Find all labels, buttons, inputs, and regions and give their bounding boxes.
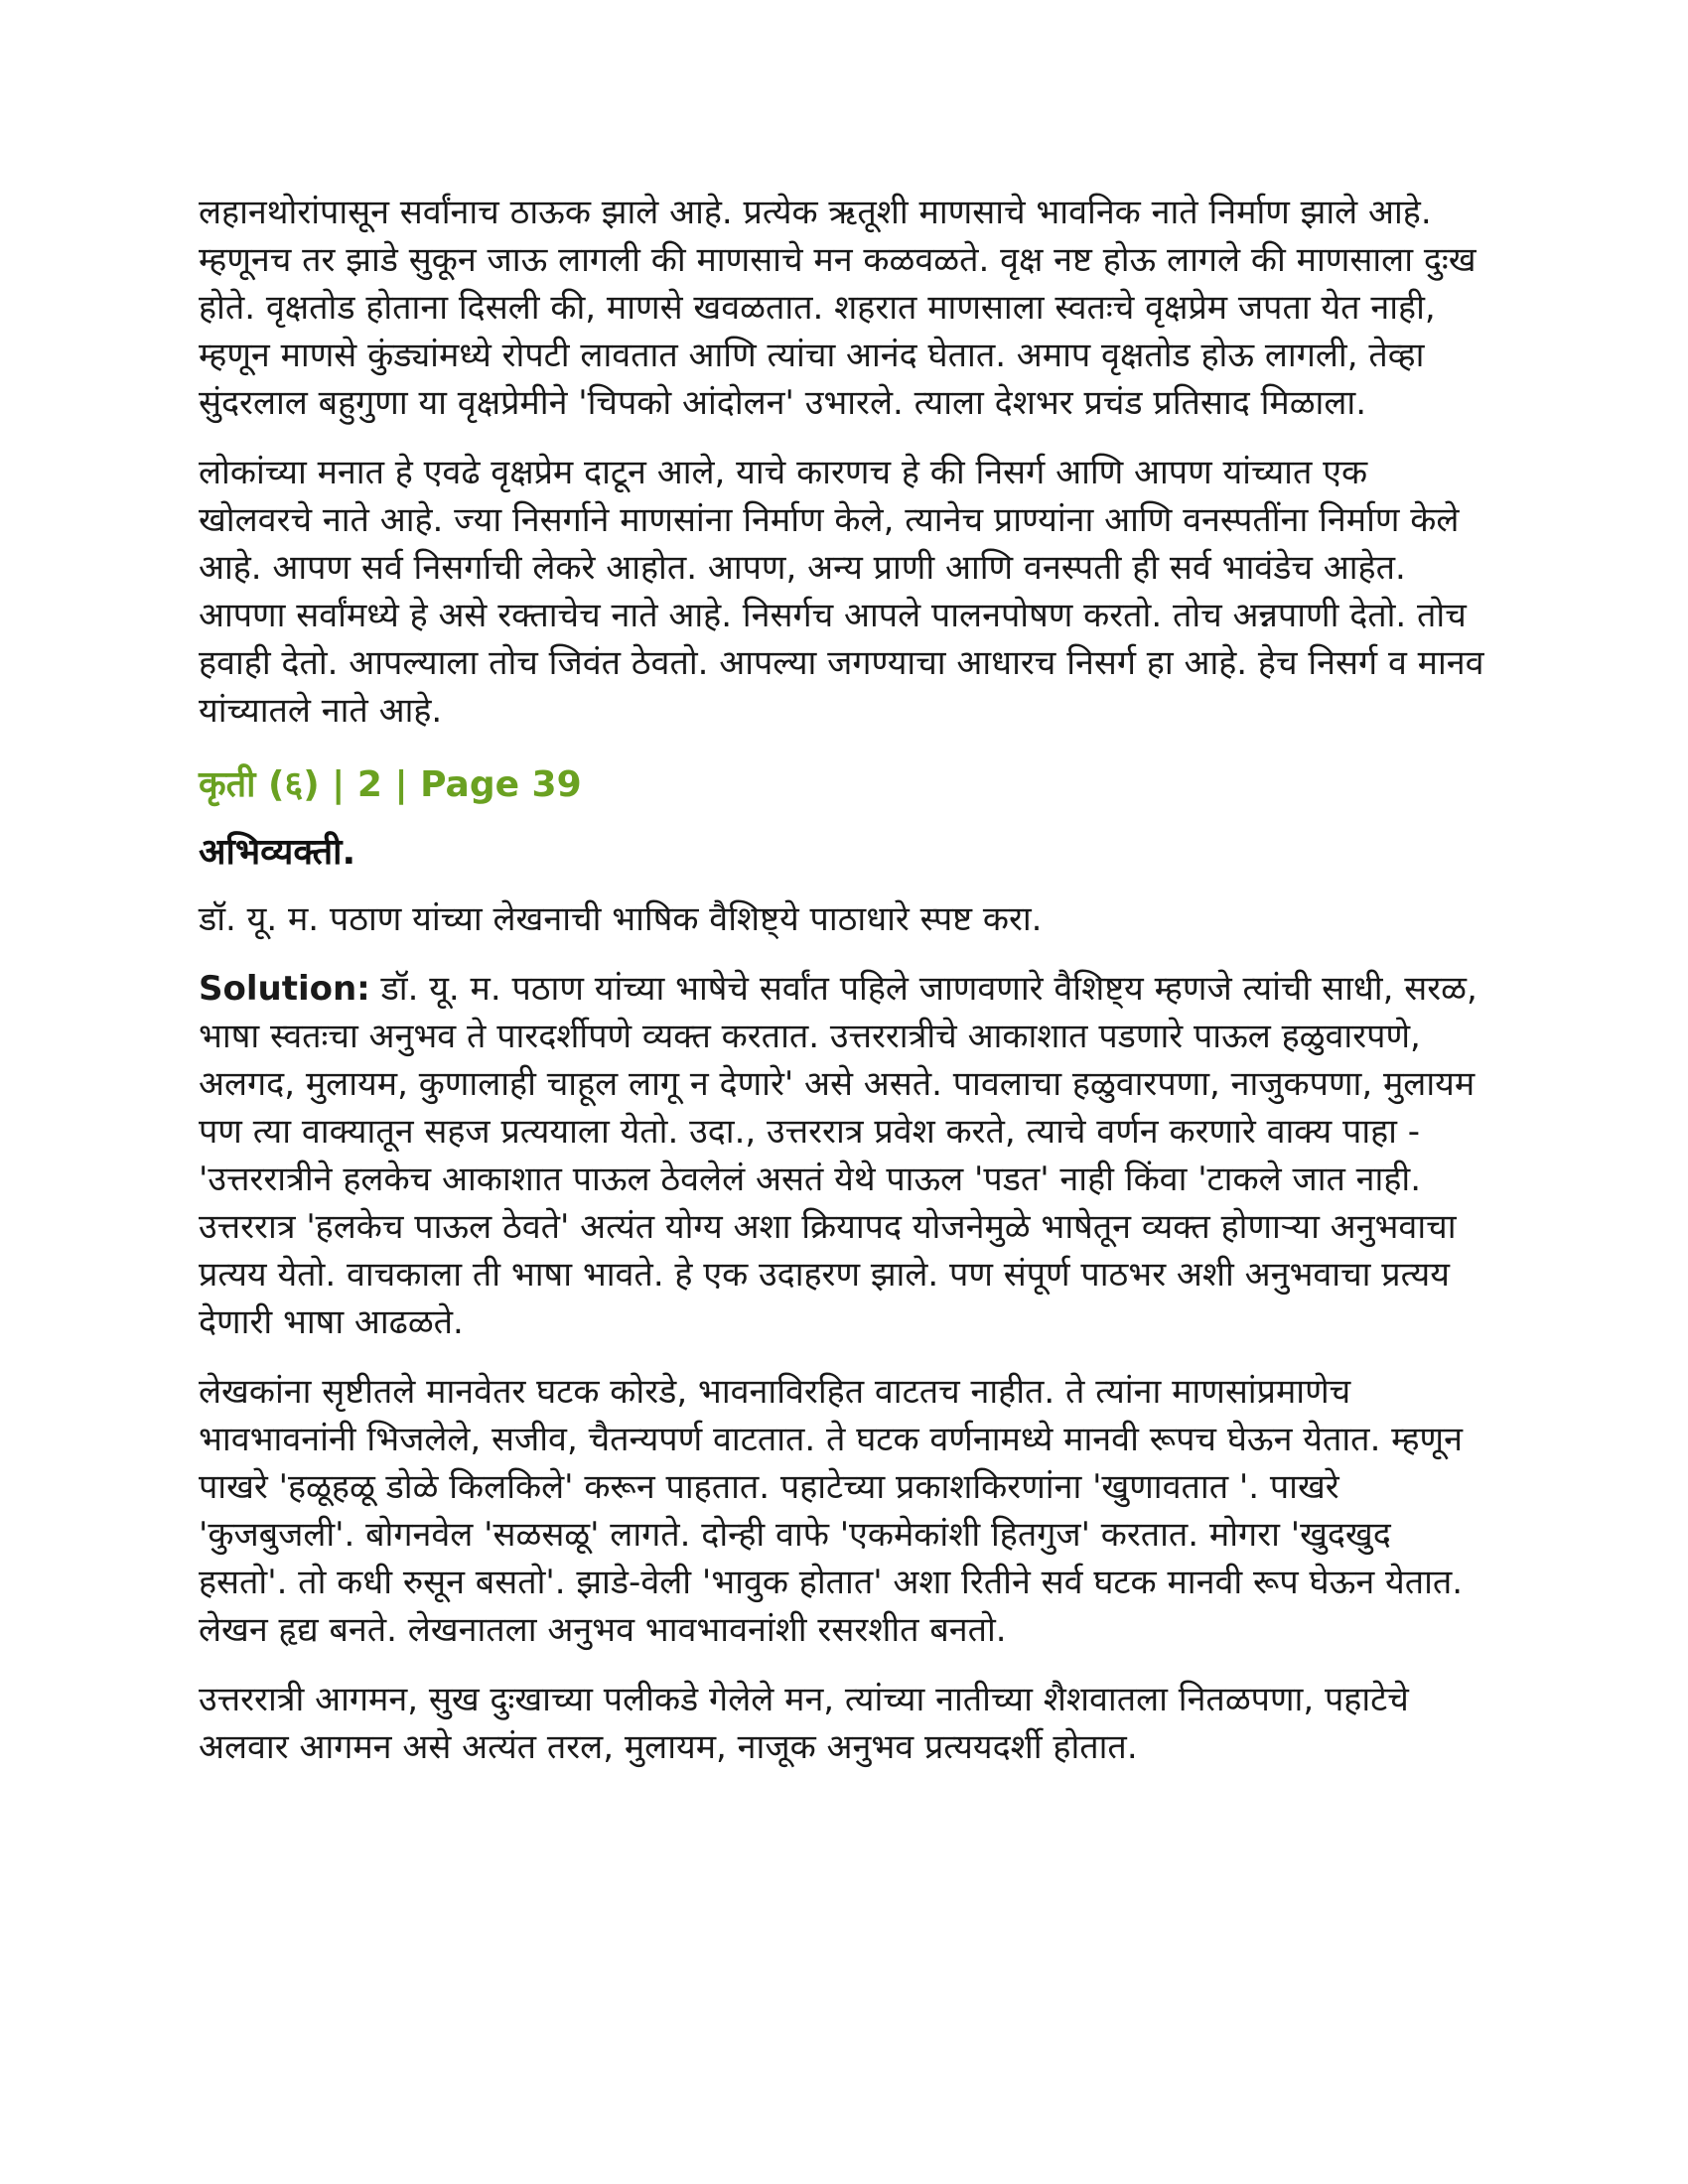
solution-paragraph-3: उत्तररात्री आगमन, सुख दुःखाच्या पलीकडे गेलेले मन, त्यांच्या नातीच्या शैशवातला नितळपणा, पहाटेचे अलवार आगमन असे अत्यंत तरल, मुलायम, नाजूक अनुभव प्रत्ययदर्शी होतात. [199, 1680, 1409, 1767]
solution-paragraph [199, 965, 1489, 1346]
solution-label: Solution: [199, 969, 370, 1009]
section-subheading: अभिव्यक्ती. [199, 832, 356, 873]
solution-paragraph-2: लेखकांना सृष्टीतले मानवेतर घटक कोरडे, भावनाविरहित वाटतच नाहीत. ते त्यांना माणसांप्रमाणेच भावभावनांनी भिजलेले, सजीव, चैतन्यपर्ण वाटतात. ते घटक वर्णनामध्ये मानवी रूपच घेऊन येतात. म्हणून पाखरे 'हळूहळू डोळे किलकिले' करून पाहतात. पहाटेच्या प्रकाशकिरणांना 'खुणावतात '. पाखरे 'कुजबुजली'. बोगनवेल 'सळसळू' लागते. दोन्ही वाफे 'एकमेकांशी हितगुज' करतात. मोगरा 'खुदखुद हसतो'. तो कधी रुसून बसतो'. झाडे-वेली 'भावुक होतात' अशा रितीने सर्व घटक मानवी रूप घेऊन येतात. लेखन हृद्य बनते. लेखनातला अनुभव भावभावनांशी रसरशीत बनतो. [199, 1372, 1464, 1650]
document-page [199, 189, 1489, 1793]
question-text: डॉ. यू. म. पठाण यांच्या लेखनाची भाषिक वैशिष्ट्ये पाठाधारे स्पष्ट करा. [199, 899, 1043, 939]
solution-text: डॉ. यू. म. पठाण यांच्या भाषेचे सर्वांत पहिले जाणवणारे वैशिष्ट्य म्हणजे त्यांची साधी, सरळ, भाषा स्वतःचा अनुभव ते पारदर्शीपणे व्यक्त करतात. उत्तररात्रीचे आकाशात पडणारे पाऊल हळुवारपणे, अलगद, मुलायम, कुणालाही चाहूल लागू न देणारे' असे असते. पावलाचा हळुवारपणा, नाजुकपणा, मुलायम पण त्या वाक्यातून सहज प्रत्ययाला येतो. उदा., उत्तररात्र प्रवेश करते, त्याचे वर्णन करणारे वाक्य पाहा - 'उत्तररात्रीने हलकेच आकाशात पाऊल ठेवलेलं असतं येथे पाऊल 'पडत' नाही किंवा 'टाकले जात नाही. उत्तररात्र 'हलकेच पाऊल ठेवते' अत्यंत योग्य अशा क्रियापद योजनेमुळे भाषेतून व्यक्त होणाऱ्या अनुभवाचा प्रत्यय येतो. वाचकाला ती भाषा भावते. हे एक उदाहरण झाले. पण संपूर्ण पाठभर अशी अनुभवाचा प्रत्यय देणारी भाषा आढळते. [199, 969, 1477, 1342]
intro-paragraph-1: लहानथोरांपासून सर्वांनाच ठाऊक झाले आहे. प्रत्येक ऋतूशी माणसाचे भावनिक नाते निर्माण झाले आहे. म्हणूनच तर झाडे सुकून जाऊ लागली की माणसाचे मन कळवळते. वृक्ष नष्ट होऊ लागले की माणसाला दुःख होते. वृक्षतोड होताना दिसली की, माणसे खवळतात. शहरात माणसाला स्वतःचे वृक्षप्रेम जपता येत नाही, म्हणून माणसे कुंड्यांमध्ये रोपटी लावतात आणि त्यांचा आनंद घेतात. अमाप वृक्षतोड होऊ लागली, तेव्हा सुंदरलाल बहुगुणा या वृक्षप्रेमीने 'चिपको आंदोलन' उभारले. त्याला देशभर प्रचंड प्रतिसाद मिळाला. [199, 193, 1477, 423]
section-heading: कृती (६) | 2 | Page 39 [199, 764, 582, 805]
intro-paragraph-2: लोकांच्या मनात हे एवढे वृक्षप्रेम दाटून आले, याचे कारणच हे की निसर्ग आणि आपण यांच्यात एक खोलवरचे नाते आहे. ज्या निसर्गाने माणसांना निर्माण केले, त्यानेच प्राण्यांना आणि वनस्पतींना निर्माण केले आहे. आपण सर्व निसर्गाची लेकरे आहोत. आपण, अन्य प्राणी आणि वनस्पती ही सर्व भावंडेच आहेत. आपणा सर्वांमध्ये हे असे रक्ताचेच नाते आहे. निसर्गच आपले पालनपोषण करतो. तोच अन्नपाणी देतो. तोच हवाही देतो. आपल्याला तोच जिवंत ठेवतो. आपल्या जगण्याचा आधारच निसर्ग हा आहे. हेच निसर्ग व मानव यांच्यातले नाते आहे. [199, 453, 1484, 731]
